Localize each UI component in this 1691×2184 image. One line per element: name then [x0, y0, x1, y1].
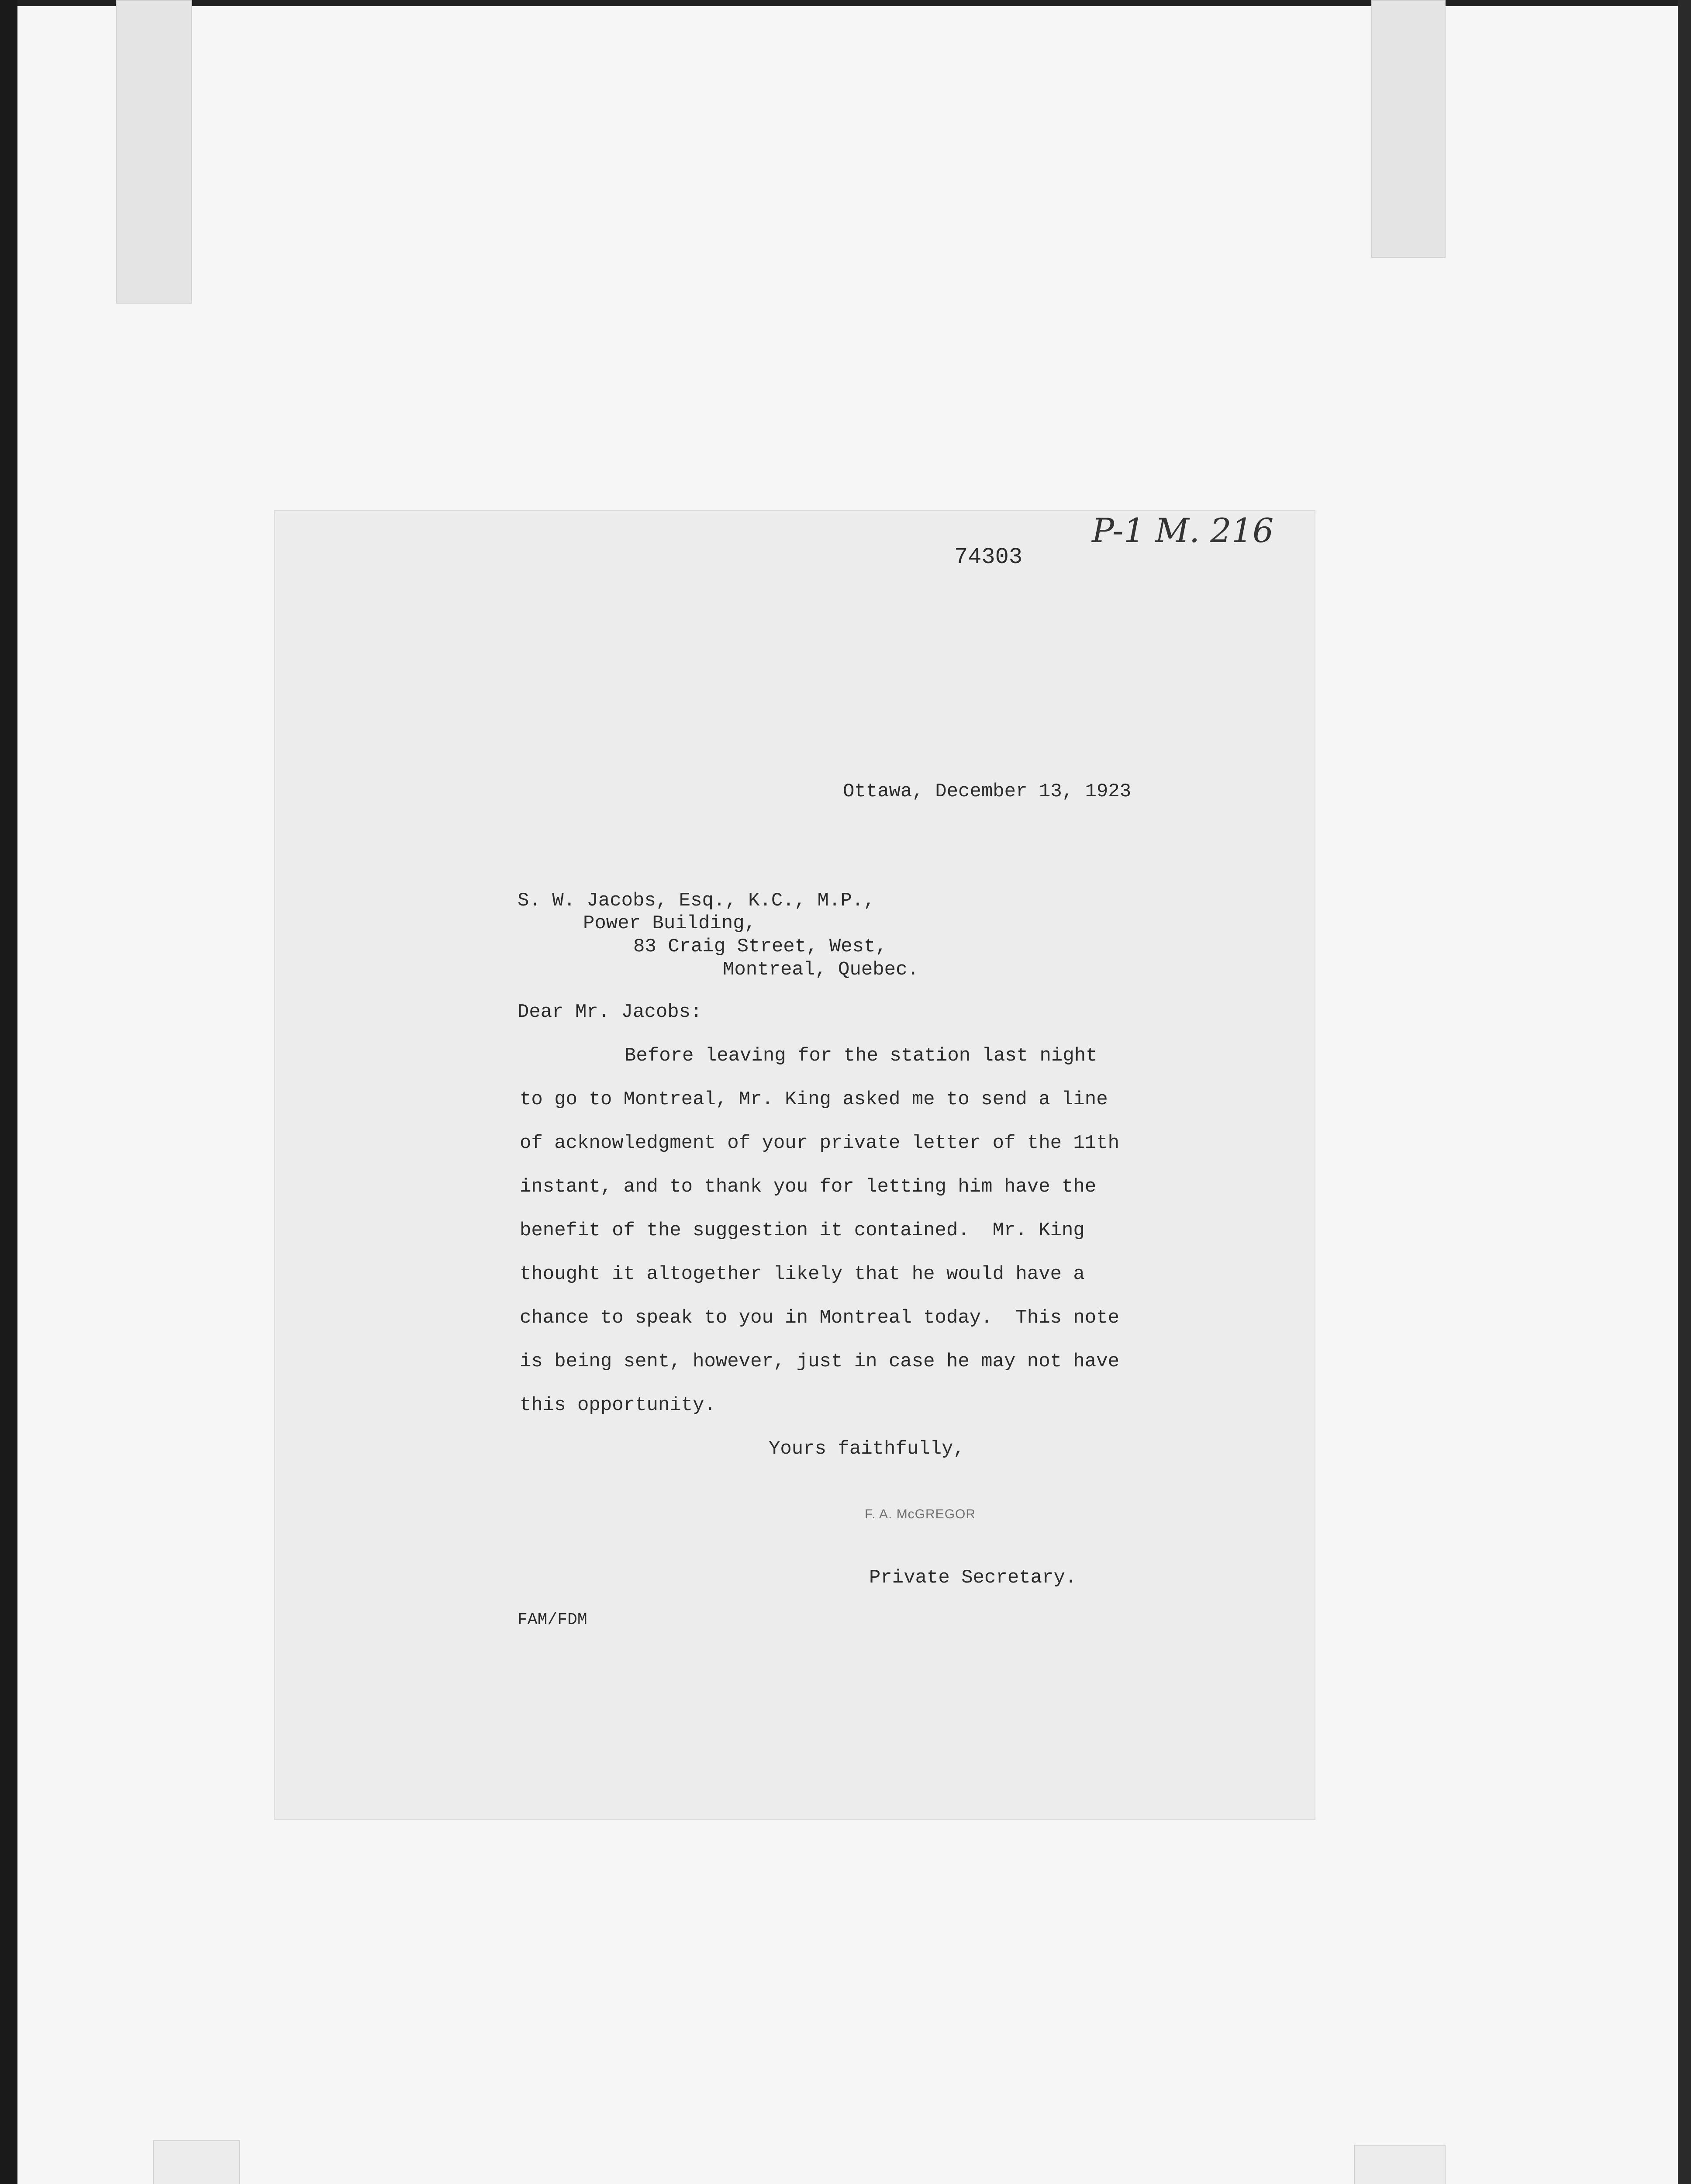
reference-initials: FAM/FDM [518, 1610, 587, 1629]
mounting-tape [153, 2140, 240, 2184]
mounting-tape [1354, 2145, 1446, 2184]
body-line: chance to speak to you in Montreal today. This note [520, 1307, 1120, 1329]
mounting-tape [116, 0, 192, 304]
body-line: Before leaving for the station last night [625, 1045, 1097, 1067]
file-number: 74303 [954, 544, 1023, 570]
recipient-line-2: Power Building, [583, 912, 756, 934]
recipient-line-3: 83 Craig Street, West, [633, 936, 887, 957]
body-line: thought it altogether likely that he would have a [520, 1263, 1085, 1285]
signature-stamp: F. A. McGREGOR [865, 1507, 976, 1521]
place-and-date: Ottawa, December 13, 1923 [843, 781, 1132, 802]
recipient-line-1: S. W. Jacobs, Esq., K.C., M.P., [518, 890, 875, 912]
body-line: this opportunity. [520, 1394, 716, 1416]
frame-edge-left [0, 0, 17, 2184]
body-line: instant, and to thank you for letting him have the [520, 1176, 1097, 1198]
body-line: to go to Montreal, Mr. King asked me to send a line [520, 1089, 1108, 1110]
body-line: of acknowledgment of your private letter of the 11th [520, 1132, 1120, 1154]
body-line: is being sent, however, just in case he may not have [520, 1351, 1120, 1372]
letter-sheet [275, 511, 1315, 1819]
mounting-tape [1371, 0, 1446, 258]
body-line: benefit of the suggestion it contained. Mr. King [520, 1220, 1085, 1241]
salutation: Dear Mr. Jacobs: [518, 1001, 702, 1023]
recipient-line-4: Montreal, Quebec. [723, 959, 919, 981]
handwritten-reference: P-1 M. 216 [1092, 511, 1274, 550]
signatory-title: Private Secretary. [869, 1567, 1077, 1589]
frame-edge-right [1678, 0, 1691, 2184]
closing: Yours faithfully, [769, 1438, 965, 1460]
